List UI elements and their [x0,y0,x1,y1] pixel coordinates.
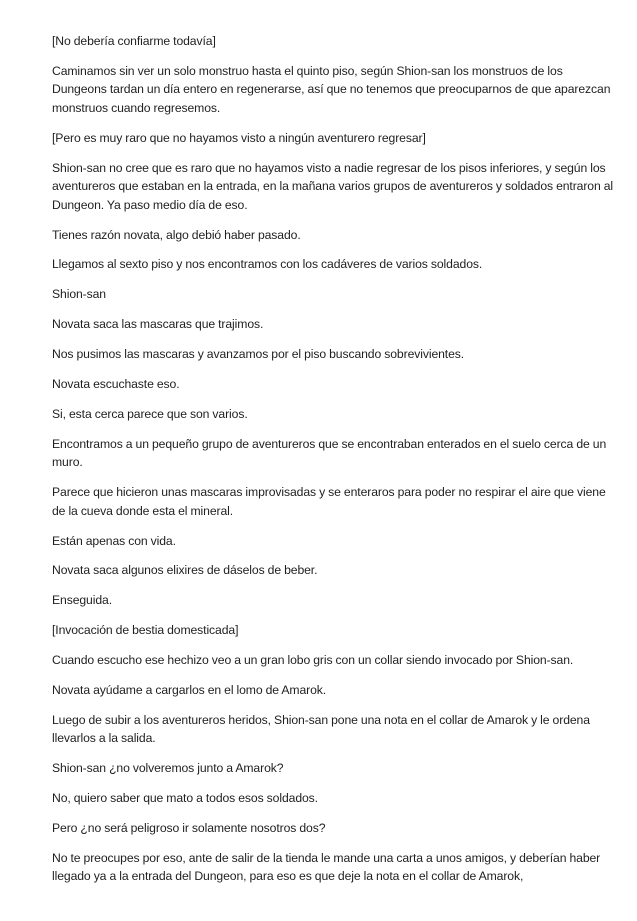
paragraph: Nos pusimos las mascaras y avanzamos por el piso buscando sobrevivientes. [52,347,465,362]
paragraph: [Pero es muy raro que no hayamos visto a ningún aventurero regresar] [52,130,426,145]
paragraph: [Invocación de bestia domesticada] [52,623,239,638]
paragraph: Están apenas con vida. [52,533,176,548]
paragraph: Enseguida. [52,593,112,608]
paragraph: Novata saca las mascaras que trajimos. [52,317,264,332]
paragraph: Encontramos a un pequeño grupo de aventureros que se encontraban enterados en el suelo cerca de un muro. [52,436,607,470]
paragraph: Novata escuchaste eso. [52,377,180,392]
paragraph: [No debería confiarme todavía] [52,34,216,48]
paragraph: Si, esta cerca parece que son varios. [52,406,248,421]
paragraph: Cuando escucho ese hechizo veo a un gran lobo gris con un collar siendo invocado por Shion-san. [52,653,574,668]
paragraph: Parece que hicieron unas mascaras improvisadas y se enteraros para poder no respirar el aire que viene de la cueva donde esta el mineral. [52,485,606,518]
paragraph: Shion-san no cree que es raro que no hayamos visto a nadie regresar de los pisos inferiores, y según los aventureros que estaban en la entrada, en la mañana varios grupos de aventureros y soldados entraron al Dungeon. Ya paso medio día de eso. [52,160,614,212]
paragraph: Tienes razón novata, algo debió haber pasado. [52,227,301,242]
paragraph: Novata saca algunos elixires de dáselos de beber. [52,563,318,578]
paragraph: Luego de subir a los aventureros heridos, Shion-san pone una nota en el collar de Amarok y le ordena llevarlos a la salida. [52,712,590,746]
paragraph: No, quiero saber que mato a todos esos soldados. [52,791,318,806]
paragraph: Novata ayúdame a cargarlos en el lomo de Amarok. [52,683,327,698]
paragraph: No te preocupes por eso, ante de salir de la tienda le mande una carta a unos amigos, y deberían haber llegado ya a la entrada del Dungeon, para eso es que deje la nota en el collar de Amarok, [52,850,601,884]
paragraph: Llegamos al sexto piso y nos encontramos con los cadáveres de varios soldados. [52,257,483,272]
paragraph: Caminamos sin ver un solo monstruo hasta el quinto piso, según Shion-san los monstruos de los Dungeons tardan un día entero en regenerarse, así que no tenemos que preocuparnos de que aparezcan monstruos cuando regresemos. [52,63,611,115]
paragraph: Pero ¿no será peligroso ir solamente nosotros dos? [52,821,326,836]
paragraph: Shion-san ¿no volveremos junto a Amarok? [52,761,284,776]
paragraph: Shion-san [52,287,106,302]
